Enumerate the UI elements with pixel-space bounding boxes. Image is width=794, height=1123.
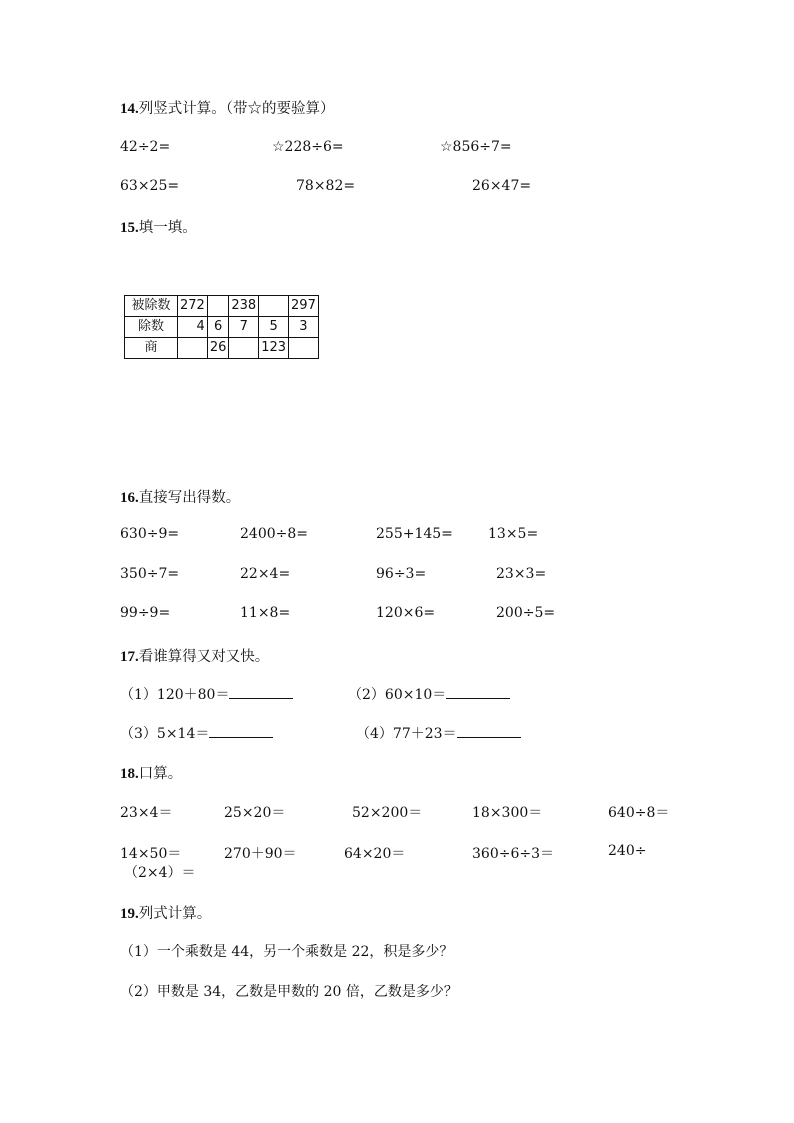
question-number: 19.	[120, 906, 139, 922]
question-title: 看谁算得又对又快。	[138, 649, 270, 665]
question-title: 填一填。	[138, 220, 197, 236]
q17-item-1	[120, 684, 293, 704]
table-cell: 238	[229, 296, 259, 317]
answer-blank[interactable]	[446, 685, 510, 699]
table-cell: 除数	[125, 317, 178, 338]
question-number: 18.	[120, 766, 139, 782]
division-table	[124, 295, 319, 359]
q16-item-1: 630÷9=	[120, 526, 180, 542]
q18-item-5: 640÷8＝	[608, 805, 670, 821]
table-cell	[259, 296, 289, 317]
table-row	[125, 317, 319, 338]
q18-item-10: 240÷	[608, 843, 647, 859]
q18-item-3: 52×200＝	[352, 805, 423, 821]
question-number: 16.	[120, 490, 139, 506]
q14-item-2: ☆228÷6=	[272, 139, 344, 155]
answer-blank[interactable]	[457, 724, 521, 738]
question-number: 15.	[120, 220, 139, 236]
q16-item-3: 255+145=	[376, 526, 453, 542]
table-cell: 272	[178, 296, 208, 317]
q14-item-1: 42÷2=	[120, 139, 171, 155]
table-cell: 5	[259, 317, 289, 338]
question-title: 列式计算。	[138, 906, 212, 922]
table-cell: 26	[207, 338, 229, 359]
q14-item-3: ☆856÷7=	[440, 139, 512, 155]
question-15-heading	[120, 216, 197, 237]
table-cell: 3	[289, 317, 319, 338]
q16-item-6: 22×4=	[240, 566, 291, 582]
table-cell	[229, 338, 259, 359]
q17-item-text: （2）60×10＝	[348, 687, 447, 703]
q19-item-2: （2）甲数是 34，乙数是甲数的 20 倍，乙数是多少？	[120, 984, 458, 1000]
answer-blank[interactable]	[209, 724, 273, 738]
q18-item-7: 270＋90＝	[224, 846, 297, 862]
q16-item-12: 200÷5=	[496, 605, 556, 621]
q14-item-5: 78×82=	[296, 178, 356, 194]
question-number: 17.	[120, 649, 139, 665]
question-18-heading	[120, 762, 182, 783]
table-row	[125, 296, 319, 317]
q16-item-11: 120×6=	[376, 605, 436, 621]
question-17-heading	[120, 645, 269, 666]
q18-item-8: 64×20＝	[344, 846, 406, 862]
question-title: 列竖式计算。（带☆的要验算）	[138, 101, 335, 117]
q16-item-7: 96÷3=	[376, 566, 427, 582]
q18-item-1: 23×4＝	[120, 805, 173, 821]
table-cell	[178, 338, 208, 359]
table-cell: 123	[259, 338, 289, 359]
q17-item-text: （1）120＋80＝	[120, 687, 230, 703]
question-16-heading	[120, 486, 240, 507]
question-title: 直接写出得数。	[138, 490, 241, 506]
table-row	[125, 338, 319, 359]
q14-item-4: 63×25=	[120, 178, 180, 194]
q18-item-6: 14×50＝	[120, 846, 182, 862]
q17-item-text: （4）77＋23＝	[356, 726, 457, 742]
q16-item-10: 11×8=	[240, 605, 291, 621]
q16-item-5: 350÷7=	[120, 566, 180, 582]
answer-blank[interactable]	[229, 685, 293, 699]
q16-item-4: 13×5=	[488, 526, 539, 542]
q16-item-8: 23×3=	[496, 566, 547, 582]
q16-item-2: 2400÷8=	[240, 526, 308, 542]
table-cell: 商	[125, 338, 178, 359]
question-14-heading	[120, 97, 335, 118]
table-cell: 297	[289, 296, 319, 317]
question-number: 14.	[120, 101, 139, 117]
question-title: 口算。	[138, 766, 183, 782]
table-cell: 6	[207, 317, 229, 338]
q17-item-2	[348, 684, 510, 704]
q14-item-6: 26×47=	[472, 178, 532, 194]
q18-item-4: 18×300＝	[472, 805, 543, 821]
q17-item-3	[120, 723, 273, 743]
q18-item-9: 360÷6÷3＝	[472, 846, 554, 862]
table-cell: 被除数	[125, 296, 178, 317]
q18-item-10-continuation: （2×4）＝	[124, 865, 196, 881]
q19-item-1: （1）一个乘数是 44，另一个乘数是 22，积是多少？	[120, 944, 454, 960]
table-cell: 7	[229, 317, 259, 338]
q17-item-4	[356, 723, 521, 743]
q17-item-text: （3）5×14＝	[120, 726, 210, 742]
q16-item-9: 99÷9=	[120, 605, 171, 621]
table-cell	[289, 338, 319, 359]
question-19-heading	[120, 902, 211, 923]
table-cell	[207, 296, 229, 317]
q18-item-2: 25×20＝	[224, 805, 286, 821]
table-cell: 4	[178, 317, 208, 338]
